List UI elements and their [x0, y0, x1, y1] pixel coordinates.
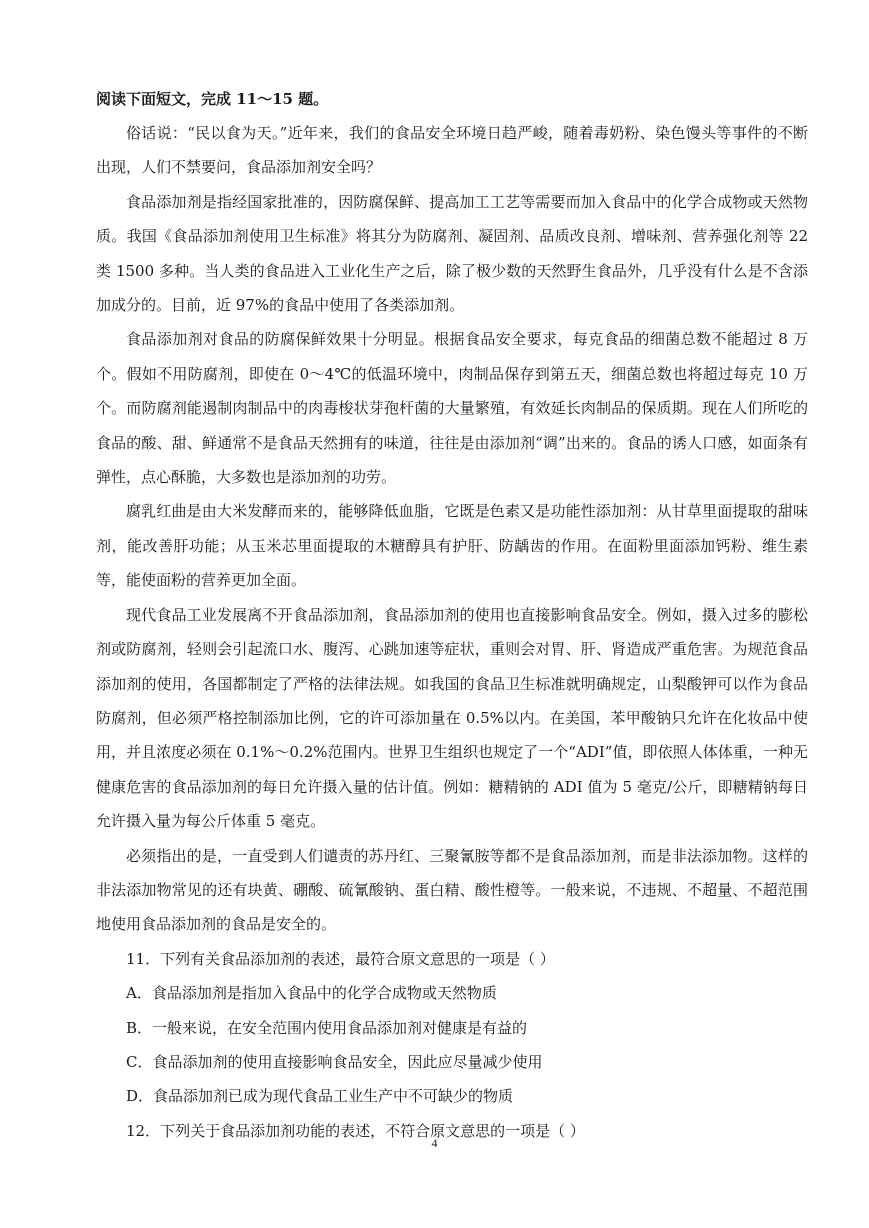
question-11-option-c: C．食品添加剂的使用直接影响食品安全，因此应尽量减少使用	[126, 1052, 543, 1071]
question-12-stem: 12．下列关于食品添加剂功能的表述，不符合原文意思的一项是（ ）	[126, 1121, 585, 1140]
paragraph-definition: 食品添加剂是指经国家批准的，因防腐保鲜、提高加工工艺等需要而加入食品中的化学合成物或天然物质。我国《食品添加剂使用卫生标准》将其分为防腐剂、凝固剂、品质改良剂、增味剂、营养强化剂等 22 类 1500 多种。当人类的食品进入工业化生产之后，除了极少数的天然野生食品外，几乎没有什么是不含添加成分的。目前，近 97%的食品中使用了各类添加剂。	[96, 192, 808, 315]
question-11-option-b: B．一般来说，在安全范围内使用食品添加剂对健康是有益的	[126, 1018, 528, 1037]
section-heading: 阅读下面短文，完成 11～15 题。	[96, 90, 329, 108]
paragraph-illegal-additives: 必须指出的是，一直受到人们谴责的苏丹红、三聚氰胺等都不是食品添加剂，而是非法添加物。这样的非法添加物常见的还有块黄、硼酸、硫氰酸钠、蛋白精、酸性橙等。一般来说，不违规、不超量、不超范围地使用食品添加剂的食品是安全的。	[96, 846, 808, 934]
document-page	[96, 82, 808, 1148]
paragraph-regulation: 现代食品工业发展离不开食品添加剂，食品添加剂的使用也直接影响食品安全。例如，摄入过多的膨松剂或防腐剂，轻则会引起流口水、腹泻、心跳加速等症状，重则会对胃、肝、肾造成严重危害。为规范食品添加剂的使用，各国都制定了严格的法律法规。如我国的食品卫生标准就明确规定，山梨酸钾可以作为食品防腐剂，但必须严格控制添加比例，它的许可添加量在 0.5%以内。在美国，苯甲酸钠只允许在化妆品中使用，并且浓度必须在 0.1%～0.2%范围内。世界卫生组织也规定了一个“ADI”值，即依照人体体重，一种无健康危害的食品添加剂的每日允许摄入量的估计值。例如：糖精钠的 ADI 值为 5 毫克/公斤，即糖精钠每日允许摄入量为每公斤体重 5 毫克。	[96, 605, 808, 831]
question-11-option-d: D．食品添加剂已成为现代食品工业生产中不可缺少的物质	[126, 1087, 514, 1106]
question-11-option-a: A．食品添加剂是指加入食品中的化学合成物或天然物质	[126, 984, 497, 1003]
paragraph-functional-additives: 腐乳红曲是由大米发酵而来的，能够降低血脂，它既是色素又是功能性添加剂：从甘草里面提取的甜味剂，能改善肝功能；从玉米芯里面提取的木糖醇具有护肝、防龋齿的作用。在面粉里面添加钙粉、维生素等，能使面粉的营养更加全面。	[96, 502, 808, 590]
question-11-stem: 11．下列有关食品添加剂的表述，最符合原文意思的一项是（ ）	[126, 949, 555, 968]
page-number: 4	[431, 1136, 438, 1150]
paragraph-preservation: 食品添加剂对食品的防腐保鲜效果十分明显。根据食品安全要求，每克食品的细菌总数不能超过 8 万个。假如不用防腐剂，即使在 0～4℃的低温环境中，肉制品保存到第五天，细菌总数也将超过每克 10 万个。而防腐剂能遏制肉制品中的肉毒梭状芽孢杆菌的大量繁殖，有效延长肉制品的保质期。现在人们所吃的食品的酸、甜、鲜通常不是食品天然拥有的味道，往往是由添加剂“调”出来的。食品的诱人口感，如面条有弹性，点心酥脆，大多数也是添加剂的功劳。	[96, 330, 808, 487]
paragraph-intro: 俗话说：“民以食为天。”近年来，我们的食品安全环境日趋严峻，随着毒奶粉、染色馒头等事件的不断出现，人们不禁要问，食品添加剂安全吗？	[96, 124, 808, 177]
